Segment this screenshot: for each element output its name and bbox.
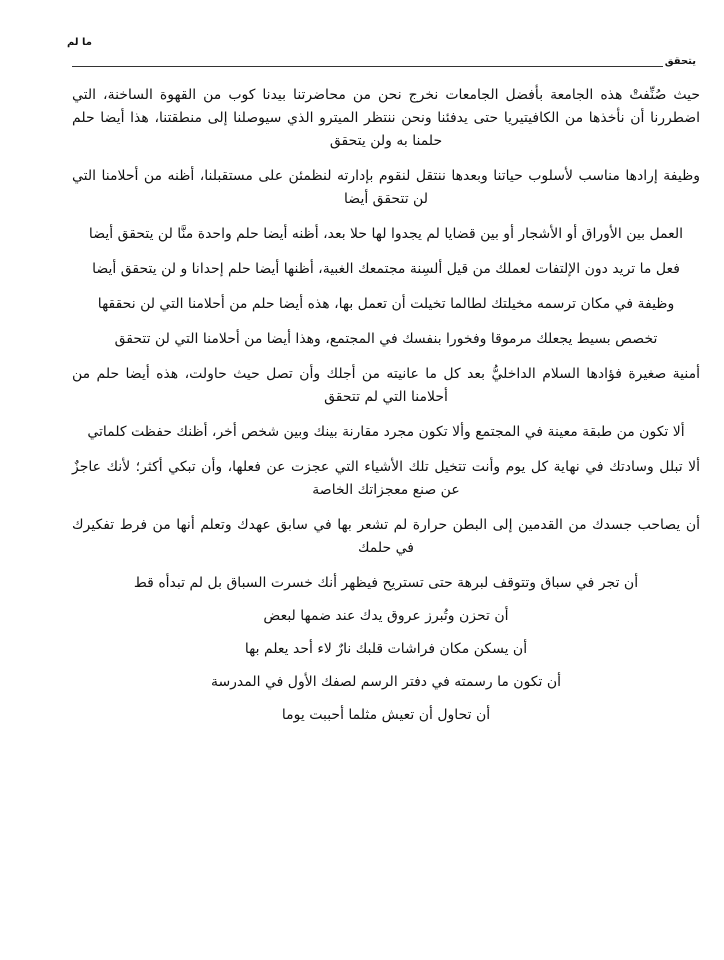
paragraph: أن تحزن وتُبرز عروق يدك عند ضمها لبعض: [263, 608, 509, 624]
header-line-label: يتحقق: [664, 56, 696, 67]
paragraph: وظيفة إرادها مناسب لأسلوب حياتنا وبعدها ننتقل لنقوم بإدارته لنظمئن على مستقبلنا، أظنه من أحلامنا التي لن تتحقق أيضا: [72, 168, 700, 207]
paragraph: أمنية صغيرة فؤادها السلام الداخليُّ بعد كل ما عانيته من أجلك وأن تصل حيث حاولت، هذه أيضا حلم من أحلامنا التي لم تتحقق: [72, 366, 700, 405]
header-line-row: [72, 56, 696, 67]
paragraph: وظيفة في مكان ترسمه مخيلتك لطالما تخيلت أن تعمل بها، هذه أيضا حلم من أحلامنا التي لن نحققها: [97, 296, 675, 312]
document-body: [72, 84, 700, 737]
paragraph: فعل ما تريد دون الإلتفات لعملك من قيل ألسِنة مجتمعك الغبية، أظنها أيضا حلم إحدانا و لن يتحقق أيضا: [92, 261, 680, 277]
paragraph: حيث صُنِّفتْ هذه الجامعة بأفضل الجامعات نخرج نحن من محاضرتنا بيدنا كوب من القهوة الساخنة، التي اضطررنا أن نأخذها من الكافيتيريا حتى يدفئنا ونحن ننتظر الميترو الذي سيوصلنا إلى منطقتنا، هذا أيضا حلم حلمنا به ولن يتحقق: [72, 87, 700, 149]
paragraph: أن يصاحب جسدك من القدمين إلى البطن حرارة لم تشعر بها في سابق عهدك وتعلم أنها من فرط تفكيرك في حلمك: [72, 517, 700, 556]
paragraph: أن تحاول أن تعيش مثلما أحببت يوما: [281, 707, 491, 723]
paragraph: ألا تكون من طبقة معينة في المجتمع وألا تكون مجرد مقارنة بينك وبين شخص أخر، أظنك حفظت كلماتي: [87, 424, 685, 440]
paragraph: أن تكون ما رسمته في دفتر الرسم لصفك الأول في المدرسة: [210, 674, 562, 690]
header-title: ما لم: [66, 37, 92, 48]
paragraph: أن تجر في سباق وتتوقف لبرهة حتى تستريح فيظهر أنك خسرت السباق بل لم تبدأه قط: [133, 575, 639, 591]
paragraph: ألا تبلل وسادتك في نهاية كل يوم وأنت تتخيل تلك الأشياء التي عجزت عن فعلها، وأن تبكي أكثر؛ لأنك عاجزٌ عن صنع معجزاتك الخاصة: [72, 459, 700, 498]
header-underline: [72, 56, 663, 67]
paragraph: تخصص بسيط يجعلك مرموقا وفخورا بنفسك في المجتمع، وهذا أيضا من أحلامنا التي لن تتحقق: [114, 331, 658, 347]
paragraph: العمل بين الأوراق أو الأشجار أو بين قضايا لم يجدوا لها حلا بعد، أظنه أيضا حلم واحدة منَّا لن يتحقق أيضا: [88, 226, 684, 242]
paragraph: أن يسكن مكان فراشات قلبك نارٌ لاء أحد يعلم بها: [244, 641, 528, 657]
